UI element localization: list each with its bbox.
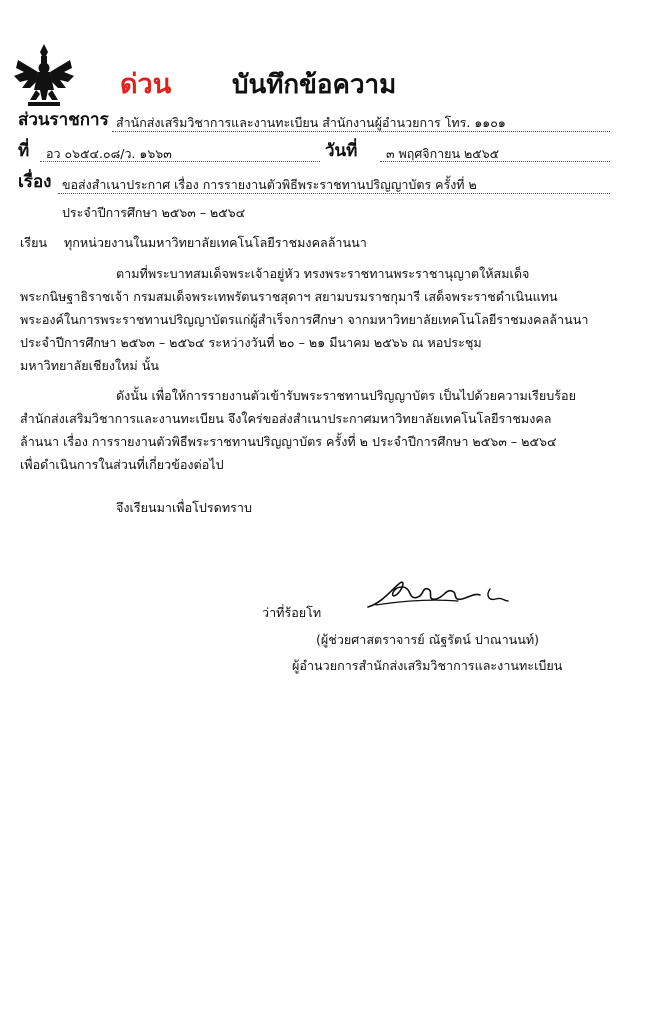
garuda-emblem [14, 42, 74, 108]
paragraph-1-line: พระกนิษฐาธิราชเจ้า กรมสมเด็จพระเทพรัตนราชสุดาฯ สยามบรมราชกุมารี เสด็จพระราชดำเนินแทน [20, 289, 558, 304]
paragraph-1-line: พระองค์ในการพระราชทานปริญญาบัตรแก่ผู้สำเร็จการศึกษา จากมหาวิทยาลัยเทคโนโลยีราชมงคลล้านนา [20, 312, 589, 327]
paragraph-1-line: ตามที่พระบาทสมเด็จพระเจ้าอยู่หัว ทรงพระราชทานพระราชานุญาตให้สมเด็จ [116, 266, 530, 281]
paragraph-1-line: ประจำปีการศึกษา ๒๕๖๓ – ๒๕๖๔ ระหว่างวันที่ ๒๐ – ๒๑ มีนาคม ๒๕๖๖ ณ หอประชุม [20, 335, 482, 350]
subject-line-2: ประจำปีการศึกษา ๒๕๖๓ – ๒๕๖๔ [62, 205, 246, 220]
subject-underline [58, 193, 610, 194]
closing-line: จึงเรียนมาเพื่อโปรดทราบ [116, 500, 252, 515]
paragraph-2-line: ดังนั้น เพื่อให้การรายงานตัวเข้ารับพระราชทานปริญญาบัตร เป็นไปด้วยความเรียบร้อย [116, 388, 576, 403]
signer-position: ผู้อำนวยการสำนักส่งเสริมวิชาการและงานทะเบียน [292, 658, 563, 673]
paragraph-2-line: เพื่อดำเนินการในส่วนที่เกี่ยวข้องต่อไป [20, 457, 224, 472]
paragraph-2-line: สำนักส่งเสริมวิชาการและงานทะเบียน จึงใคร่ขอส่งสำเนาประกาศมหาวิทยาลัยเทคโนโลยีราชมงคล [20, 411, 552, 426]
salutation-label: เรียน [20, 235, 48, 250]
reference-number: อว ๐๖๕๔.๐๘/ว. ๑๖๖๓ [46, 146, 172, 161]
subject-label: เรื่อง [18, 172, 52, 192]
date-underline [380, 161, 610, 162]
reference-underline [40, 161, 320, 162]
salutation-recipient: ทุกหน่วยงานในมหาวิทยาลัยเทคโนโลยีราชมงคลล้านนา [64, 235, 367, 250]
urgent-stamp: ด่วน [120, 69, 172, 100]
department-label: ส่วนราชการ [18, 110, 109, 130]
signer-name: (ผู้ช่วยศาสตราจารย์ ณัฐรัตน์ ปาณานนท์) [316, 632, 540, 647]
department-underline [112, 131, 610, 132]
date-label: วันที่ [325, 141, 358, 161]
memo-title: บันทึกข้อความ [232, 70, 397, 100]
handwritten-signature [362, 575, 512, 615]
paragraph-1-line: มหาวิทยาลัยเชียงใหม่ นั้น [20, 358, 159, 373]
department-value: สำนักส่งเสริมวิชาการและงานทะเบียน สำนักงานผู้อำนวยการ โทร. ๑๑๐๑ [116, 115, 506, 130]
paragraph-2-line: ล้านนา เรื่อง การรายงานตัวพิธีพระราชทานปริญญาบัตร ครั้งที่ ๒ ประจำปีการศึกษา ๒๕๖๓ – ๒๕๖๔ [20, 434, 557, 449]
reference-label: ที่ [18, 141, 30, 161]
subject-line-1: ขอส่งสำเนาประกาศ เรื่อง การรายงานตัวพิธีพระราชทานปริญญาบัตร ครั้งที่ ๒ [62, 177, 477, 192]
date-value: ๓ พฤศจิกายน ๒๕๖๕ [386, 146, 500, 161]
signer-rank: ว่าที่ร้อยโท [262, 605, 322, 620]
